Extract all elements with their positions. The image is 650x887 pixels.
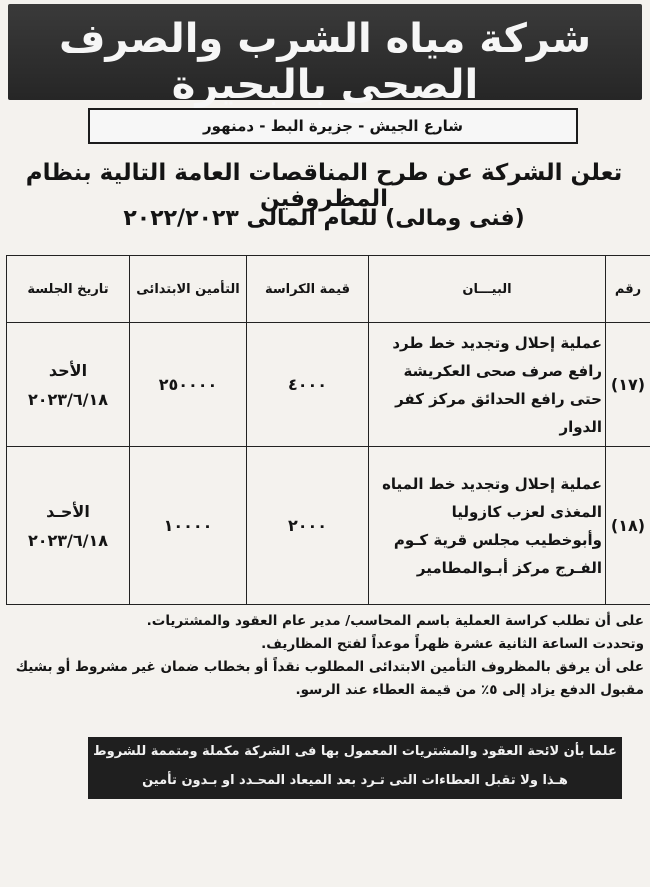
tender-booklet-price: ٤٠٠٠	[247, 323, 369, 447]
header-session-date: تاريخ الجلسة	[7, 256, 130, 323]
footer-line: علما بأن لائحة العقود والمشتريات المعمول بها فى الشركة مكملة ومتممة للشروط	[93, 744, 617, 759]
tender-session-day: الأحد	[48, 360, 88, 380]
footer-notice	[88, 737, 622, 799]
tender-session-date-cell	[7, 447, 130, 605]
tender-booklet-price: ٢٠٠٠	[247, 447, 369, 605]
condition-line: وتحددت الساعة الثانية عشرة ظهراً موعداً لفتح المظاريف.	[261, 636, 644, 652]
header-booklet-price: قيمة الكراسة	[247, 256, 369, 323]
header-initial-insurance: التأمين الابتدائى	[130, 256, 247, 323]
tender-description: عملية إحلال وتجديد خط المياه المغذى لعزب كازوليا وأبوخطيب مجلس قرية كـوم الفـرج مركز أبـوالمطامير	[369, 447, 606, 605]
tender-number: (١٨)	[606, 447, 650, 605]
notice-heading: تعلن الشركة عن طرح المناقصات العامة التالية بنظام المظروفين	[25, 160, 623, 212]
table-row	[7, 323, 650, 447]
notice-subheading: (فنى ومالى) للعام المالى ٢٠٢٢/٢٠٢٣	[123, 206, 525, 231]
table-row	[7, 447, 650, 605]
tender-session-date: ٢٠٢٣/٦/١٨	[27, 389, 109, 409]
header-number: رقم	[606, 256, 650, 323]
condition-line: على أن يرفق بالمظروف التأمين الابتدائى المطلوب نقداً أو بخطاب ضمان غير مشروط أو بشيك	[15, 659, 644, 675]
tender-initial-insurance: ١٠٠٠٠	[130, 447, 247, 605]
footer-line: هـذا ولا تقبل العطاءات التى تـرد بعد الميعاد المحـدد او بـدون تأمين	[142, 773, 568, 788]
tender-number: (١٧)	[606, 323, 650, 447]
company-name: شركة مياه الشرب والصرف الصحى بالبحيرة	[58, 16, 592, 108]
tender-session-date: ٢٠٢٣/٦/١٨	[27, 530, 109, 550]
tender-session-date-cell	[7, 323, 130, 447]
company-address: شارع الجيش - جزيرة البط - دمنهور	[88, 108, 578, 144]
tender-description: عملية إحلال وتجديد خط طرد رافع صرف صحى العكريشة حتى رافع الحدائق مركز كفر الدوار	[369, 323, 606, 447]
tender-session-day: الأحـد	[46, 501, 90, 521]
tender-conditions	[4, 610, 644, 702]
condition-line: مقبول الدفع يزاد إلى ٥٪ من قيمة العطاء عند الرسو.	[295, 682, 644, 698]
condition-line: على أن تطلب كراسة العملية باسم المحاسب/ مدير عام العقود والمشتريات.	[146, 613, 644, 629]
table-header-row	[7, 256, 650, 323]
tender-initial-insurance: ٢٥٠٠٠٠	[130, 323, 247, 447]
tenders-table	[6, 255, 650, 605]
header-description: البيـــان	[369, 256, 606, 323]
